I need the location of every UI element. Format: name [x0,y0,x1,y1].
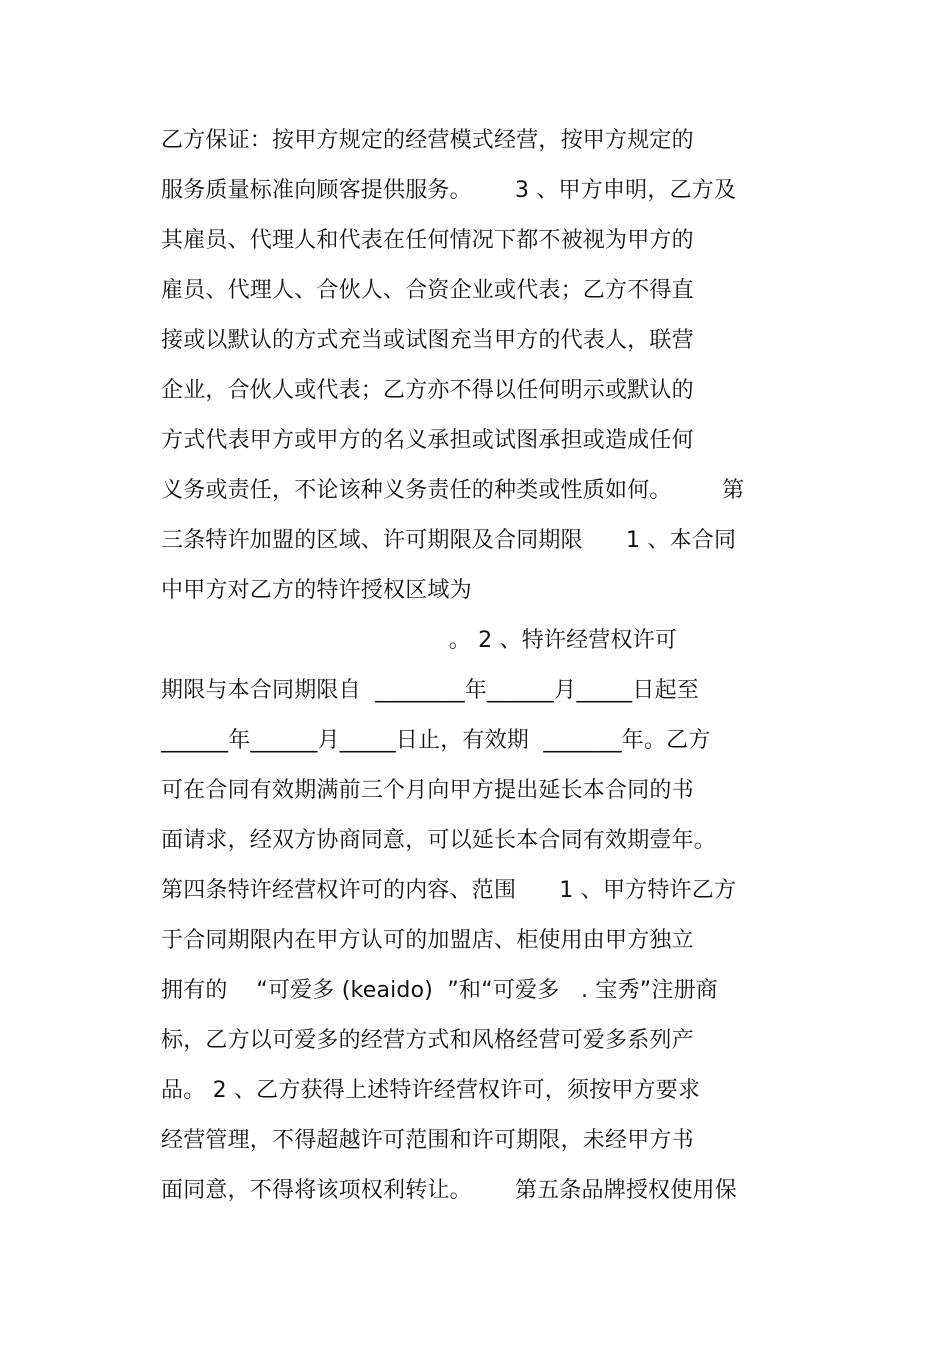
body-line-01: 乙方保证：按甲方规定的经营模式经营，按甲方规定的 [161,128,694,153]
body-line-15: 面请求，经双方协商同意，可以延长本合同有效期壹年。 [161,828,717,853]
body-line-20: 品。 2 、乙方获得上述特许经营权许可，须按甲方要求 [161,1078,701,1103]
body-line-07: 方式代表甲方或甲方的名义承担或试图承担或造成任何 [161,428,694,453]
body-line-11: 。 2 、特许经营权许可 [161,628,678,653]
body-line-22: 面同意，不得将该项权利转让。 第五条品牌授权使用保 [161,1178,737,1203]
body-line-14: 可在合同有效期满前三个月向甲方提出延长本合同的书 [161,778,694,803]
body-line-19: 标，乙方以可爱多的经营方式和风格经营可爱多系列产 [161,1028,694,1053]
body-line-16: 第四条特许经营权许可的内容、范围 1 、甲方特许乙方 [161,878,737,903]
body-line-12: 期限与本合同期限自 ________年______月_____日起至 [161,678,699,703]
body-line-21: 经营管理，不得超越许可范围和许可期限，未经甲方书 [161,1128,694,1153]
body-line-08: 义务或责任，不论该种义务责任的种类或性质如何。 第 [161,478,745,503]
body-line-05: 接或以默认的方式充当或试图充当甲方的代表人，联营 [161,328,694,353]
body-line-03: 其雇员、代理人和代表在任何情况下都不被视为甲方的 [161,228,694,253]
body-line-13: ______年______月_____日止，有效期 _______年。乙方 [161,728,711,753]
body-line-02: 服务质量标准向顾客提供服务。 3 、甲方申明，乙方及 [161,178,737,203]
body-line-17: 于合同期限内在甲方认可的加盟店、柜使用由甲方独立 [161,928,694,953]
body-line-18: 拥有的 “可爱多 (keaido) ”和“可爱多 . 宝秀”注册商 [161,978,718,1003]
body-line-09: 三条特许加盟的区域、许可期限及合同期限 1 、本合同 [161,528,737,553]
body-line-10: 中甲方对乙方的特许授权区域为 [161,578,472,603]
body-line-06: 企业，合伙人或代表；乙方亦不得以任何明示或默认的 [161,378,694,403]
body-line-04: 雇员、代理人、合伙人、合资企业或代表；乙方不得直 [161,278,694,303]
